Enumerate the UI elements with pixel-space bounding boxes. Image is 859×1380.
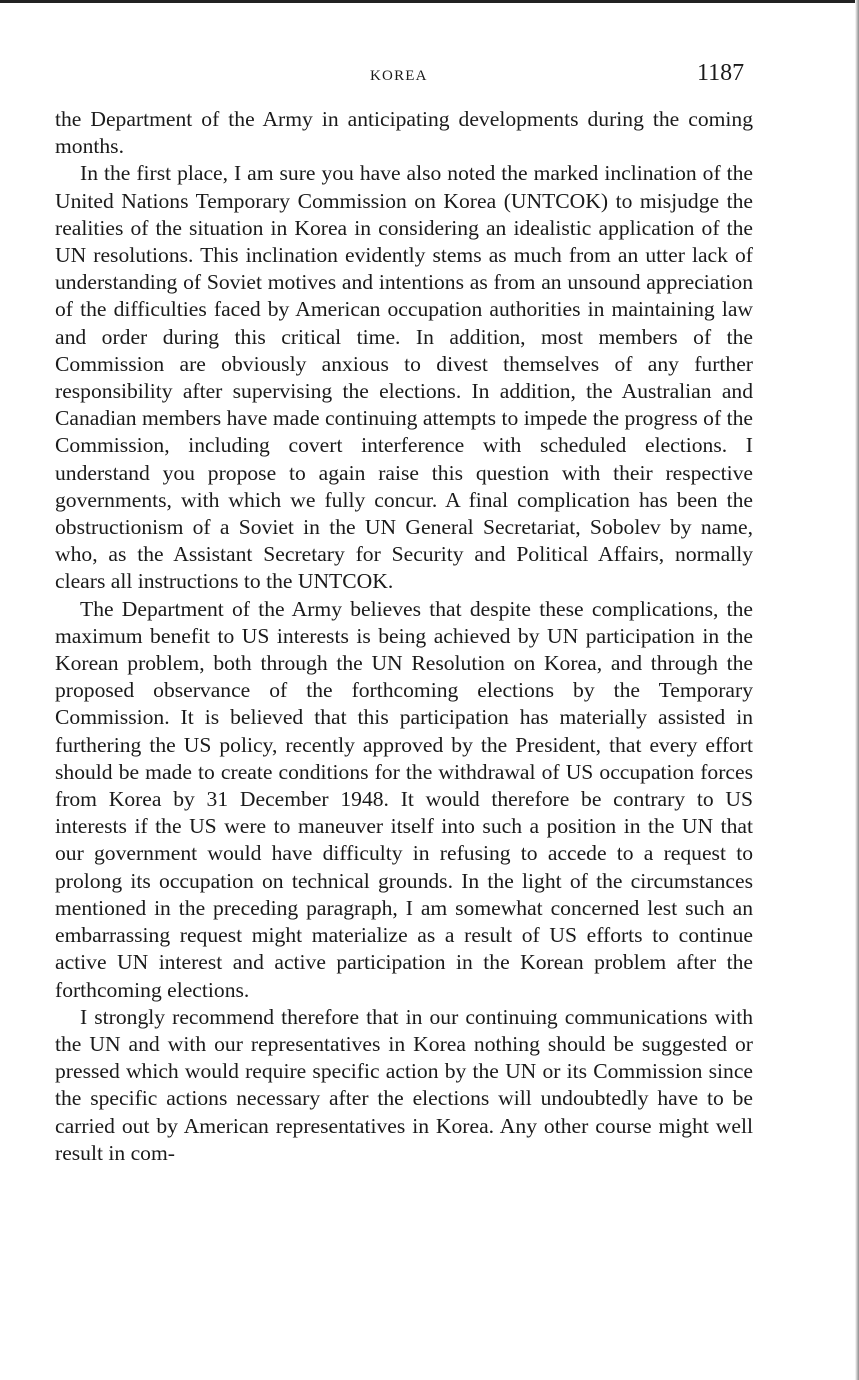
running-head xyxy=(0,60,859,90)
paragraph-army-position: The Department of the Army believes that despite these complications, the maximum benefit to US interests is being achieved by UN participation in the Korean problem, both through the UN Resolution on Korea, and through the proposed observance of the forthcoming elections by the Temporary Commission. It is believed that this participation has materially assisted in furthering the US policy, recently approved by the President, that every effort should be made to create conditions for the withdrawal of US occupation forces from Korea by 31 December 1948. It would therefore be contrary to US interests if the US were to maneuver itself into such a position in the UN that our government would have difficulty in refusing to accede to a request to prolong its occupation on technical grounds. In the light of the circumstances mentioned in the preceding paragraph, I am somewhat concerned lest such an embarrassing request might materialize as a result of US efforts to continue active UN interest and active participation in the Korean problem after the forthcoming elections. xyxy=(55,596,753,1002)
top-border-rule xyxy=(0,0,859,3)
paragraph-untcok-concerns: In the first place, I am sure you have also noted the marked inclination of the United Nations Temporary Commission on Korea (UNTCOK) to misjudge the realities of the situation in Korea in considering an idealistic application of the UN resolutions. This inclination evidently stems as much from an utter lack of understanding of Soviet motives and intentions as from an unsound appreciation of the difficulties faced by American occupation authorities in maintaining law and order during this critical time. In addition, most members of the Commission are obviously anxious to divest themselves of any further responsibility after supervising the elections. In addition, the Australian and Canadian members have made continuing attempts to impede the progress of the Commission, including covert interference with scheduled elections. I understand you propose to again raise this question with their respective governments, with which we fully concur. A final complication has been the obstructionism of a Soviet in the UN General Secretariat, Sobolev by name, who, as the Assistant Secretary for Security and Political Affairs, normally clears all instructions to the UNTCOK. xyxy=(55,161,753,594)
page-number: 1187 xyxy=(697,60,745,86)
running-title: KOREA xyxy=(370,68,428,84)
body-text xyxy=(55,106,753,1167)
page-edge-shadow xyxy=(855,0,859,1380)
paragraph-continuation: the Department of the Army in anticipating developments during the coming months. xyxy=(55,107,753,159)
paragraph-recommendation: I strongly recommend therefore that in our continuing communications with the UN and with our representatives in Korea nothing should be suggested or pressed which would require specific action by the UN or its Commission since the specific actions necessary after the elections will undoubtedly have to be carried out by American representatives in Korea. Any other course might well result in com- xyxy=(55,1004,753,1165)
